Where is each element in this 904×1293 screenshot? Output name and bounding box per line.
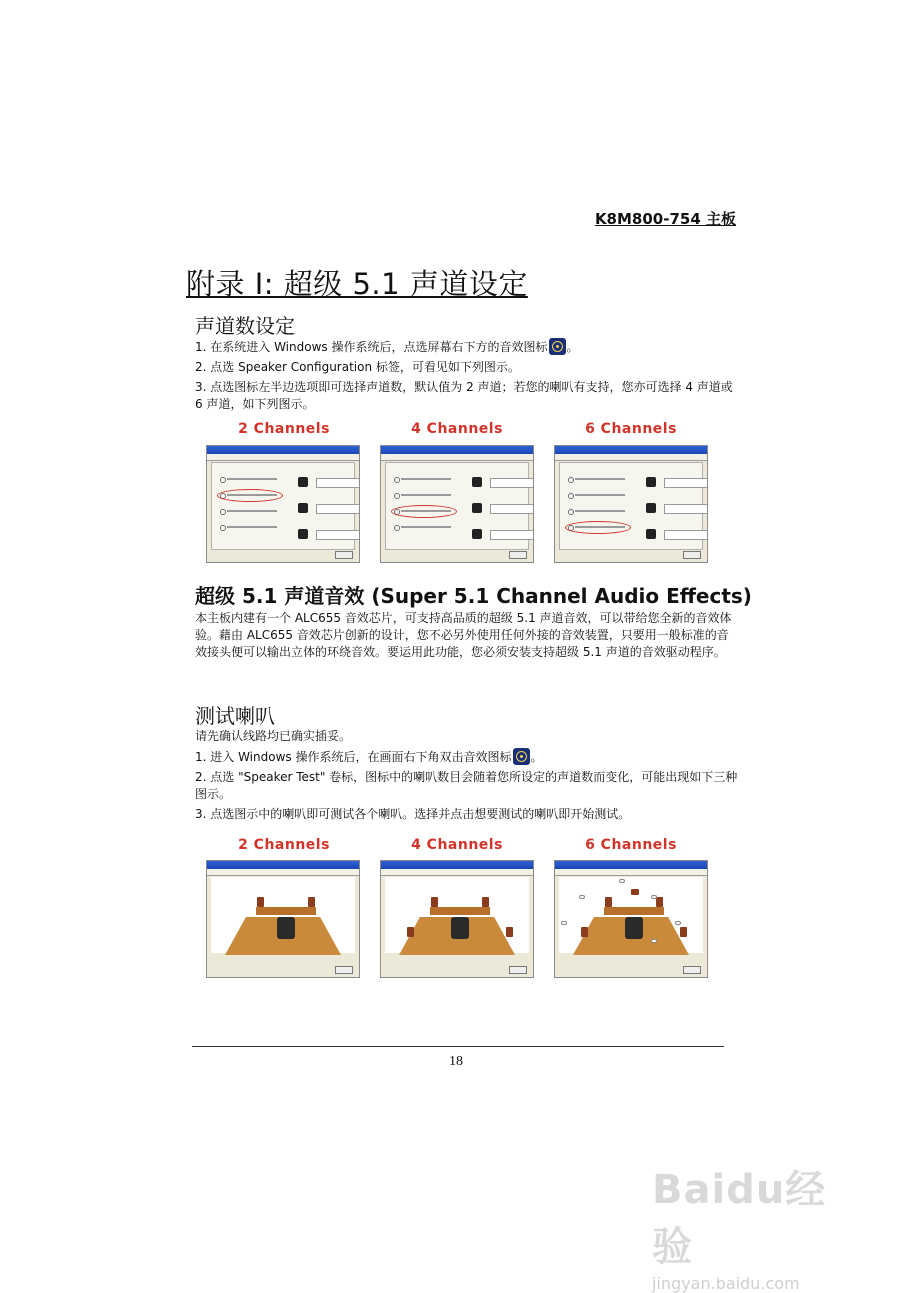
speaker-test-screenshot-4ch bbox=[380, 860, 534, 978]
test-intro: 请先确认线路均已确实插妥。 bbox=[195, 729, 352, 743]
audio-tray-icon bbox=[549, 338, 566, 355]
audio-tray-icon bbox=[513, 748, 530, 765]
watermark-url: jingyan.baidu.com bbox=[652, 1274, 800, 1293]
step-1: 1. 在系统进入 Windows 操作系统后，点选屏幕右下方的音效图标 。 bbox=[195, 340, 579, 354]
speaker-config-screenshot-6ch bbox=[554, 445, 708, 563]
test-step-1: 1. 进入 Windows 操作系统后，在画面右下角双击音效图标 。 bbox=[195, 750, 543, 764]
channel-title-6: 6 Channels bbox=[585, 421, 677, 437]
manual-header: K8M800-754 主板 bbox=[594, 210, 736, 228]
section1-instructions bbox=[195, 338, 740, 416]
footer-rule bbox=[192, 1046, 724, 1047]
step-2: 2. 点选 Speaker Configuration 标签，可看见如下列图示。 bbox=[195, 360, 520, 374]
test-channel-title-2: 2 Channels bbox=[238, 837, 330, 853]
test-step-3: 3. 点选图示中的喇叭即可测试各个喇叭。选择并点击想要测试的喇叭即开始测试。 bbox=[195, 807, 631, 821]
section-heading-super-51: 超级 5.1 声道音效 (Super 5.1 Channel Audio Effects) bbox=[195, 584, 752, 608]
test-step-2: 2. 点选 "Speaker Test" 卷标，图标中的喇叭数目会随着您所设定的声道数而变化，可能出现如下三种图示。 bbox=[195, 770, 738, 801]
test-channel-title-6: 6 Channels bbox=[585, 837, 677, 853]
speaker-config-screenshot-4ch bbox=[380, 445, 534, 563]
page-number: 18 bbox=[449, 1054, 463, 1069]
section2-body: 本主板内建有一个 ALC655 音效芯片，可支持高品质的超级 5.1 声道音效，可以带给您全新的音效体验。藉由 ALC655 音效芯片创新的设计，您不必另外使用任何外接的音效装置，只要用一般标准的音效接头便可以输出立体的环绕音效。要运用此功能，您必须安装支持超级 5.1 声道的音效驱动程序。 bbox=[195, 611, 732, 659]
speaker-test-screenshot-2ch bbox=[206, 860, 360, 978]
baidu-watermark bbox=[652, 1158, 862, 1293]
section-heading-speaker-test: 测试喇叭 bbox=[195, 704, 275, 728]
step-1-text: 1. 在系统进入 Windows 操作系统后，点选屏幕右下方的音效图标 bbox=[195, 340, 548, 354]
section-heading-channel-count: 声道数设定 bbox=[195, 314, 295, 338]
channel-title-4: 4 Channels bbox=[411, 421, 503, 437]
appendix-title: 附录 I: 超级 5.1 声道设定 bbox=[186, 267, 528, 301]
watermark-brand: Baidu经验 bbox=[652, 1167, 827, 1270]
channel-title-2: 2 Channels bbox=[238, 421, 330, 437]
section3-instructions bbox=[195, 728, 740, 826]
test-step-1-text: 1. 进入 Windows 操作系统后，在画面右下角双击音效图标 bbox=[195, 750, 512, 764]
test-channel-title-4: 4 Channels bbox=[411, 837, 503, 853]
speaker-test-screenshot-6ch bbox=[554, 860, 708, 978]
speaker-config-screenshot-2ch bbox=[206, 445, 360, 563]
step-3: 3. 点选图标左半边选项即可选择声道数，默认值为 2 声道；若您的喇叭有支持，您亦可选择 4 声道或 6 声道，如下列图示。 bbox=[195, 380, 733, 411]
